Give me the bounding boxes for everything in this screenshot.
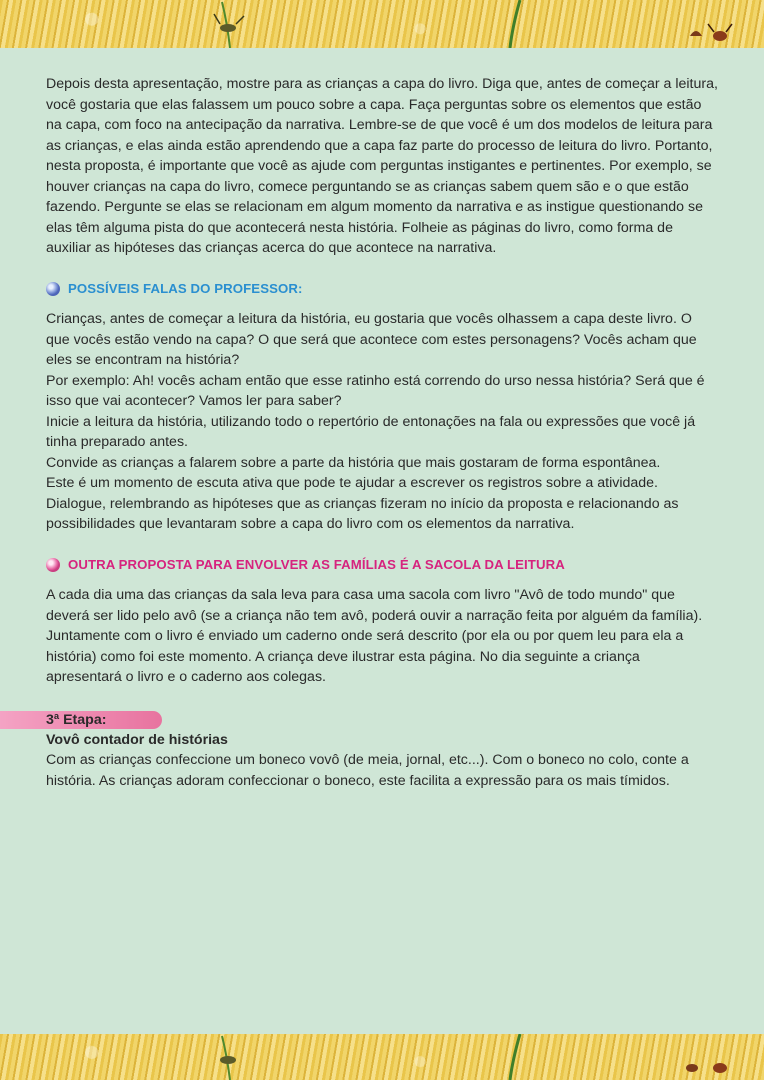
section-heading-text: POSSÍVEIS FALAS DO PROFESSOR:: [68, 280, 303, 296]
section-heading-falas: [46, 279, 718, 300]
grass-illustration-icon: [0, 0, 764, 48]
fala-paragraph: Dialogue, relembrando as hipóteses que as crianças fizeram no início da proposta e relacionando as possibilidades que levantaram sobre a capa do livro com os elementos da narrativa.: [46, 495, 679, 532]
decorative-footer-band: [0, 1034, 764, 1080]
fala-paragraph: Este é um momento de escuta ativa que pode te ajudar a escrever os registros sobre a atividade.: [46, 475, 658, 491]
fala-paragraph: Convide as crianças a falarem sobre a parte da história que mais gostaram de forma espontânea.: [46, 454, 661, 471]
etapa-label: 3ª Etapa:: [46, 711, 107, 728]
bullet-circle-icon: [46, 282, 60, 296]
bullet-circle-icon: [46, 558, 60, 572]
etapa-badge: [46, 710, 718, 730]
etapa-title: Vovô contador de histórias: [46, 731, 228, 748]
decorative-header-band: [0, 0, 764, 48]
section-heading-text: OUTRA PROPOSTA PARA ENVOLVER AS FAMÍLIAS É A SACOLA DA LEITURA: [68, 556, 565, 572]
section-heading-sacola: [46, 555, 718, 576]
intro-paragraph: Depois desta apresentação, mostre para as crianças a capa do livro. Diga que, antes de começar a leitura, você gostaria que elas falassem um pouco sobre a capa. Faça perguntas sobre os elementos que estão na capa, com foco na antecipação da narrativa. Lembre-se de que você é um dos modelos de leitura para as crianças, e elas ainda estão aprendendo que a capa faz parte do processo de leitura do livro. Portanto, nesta proposta, é importante que você as ajude com perguntas instigantes e pertinentes. Por exemplo, se houver crianças na capa do livro, comece perguntando se as crianças sabem quem são e o que estão fazendo. Pergunte se elas se relacionam em algum momento da narrativa e as instigue questionando se elas têm alguma pista do que acontecerá nesta história. Folheie as páginas do livro, como forma de auxiliar as hipóteses das crianças acerca do que acontece na narrativa.: [46, 76, 718, 256]
fala-paragraph: Por exemplo: Ah! vocês acham então que esse ratinho está correndo do urso nessa história? Será que é isso que vai acontecer? Vamos ler para saber?: [46, 372, 705, 409]
etapa-paragraph: Com as crianças confeccione um boneco vovô (de meia, jornal, etc...). Com o boneco no colo, conte a história. As crianças adoram confeccionar o boneco, este facilita a expressão para os mais tímidos.: [46, 752, 689, 789]
fala-paragraph: Inicie a leitura da história, utilizando todo o repertório de entonações na fala ou expressões que você já tinha preparado antes.: [46, 413, 696, 450]
fala-paragraph: Crianças, antes de começar a leitura da história, eu gostaria que vocês olhassem a capa deste livro. O que vocês estão vendo na capa? O que será que acontece com estes personagens? Vocês acham que eles se encontram na história?: [46, 311, 697, 368]
grass-illustration-icon: [0, 1034, 764, 1080]
page-content: [46, 74, 718, 791]
sacola-paragraph: A cada dia uma das crianças da sala leva para casa uma sacola com livro "Avô de todo mundo" que deverá ser lido pelo avô (se a criança não tem avô, poderá ouvir a narração feita por alguém da família). Juntamente com o livro é enviado um caderno onde será descrito (por ela ou por quem leu para ela a história) como foi este momento. A criança deve ilustrar esta página. No dia seguinte a criança apresentará o livro e o caderno aos colegas.: [46, 587, 703, 685]
section-falas-body: [46, 309, 718, 535]
